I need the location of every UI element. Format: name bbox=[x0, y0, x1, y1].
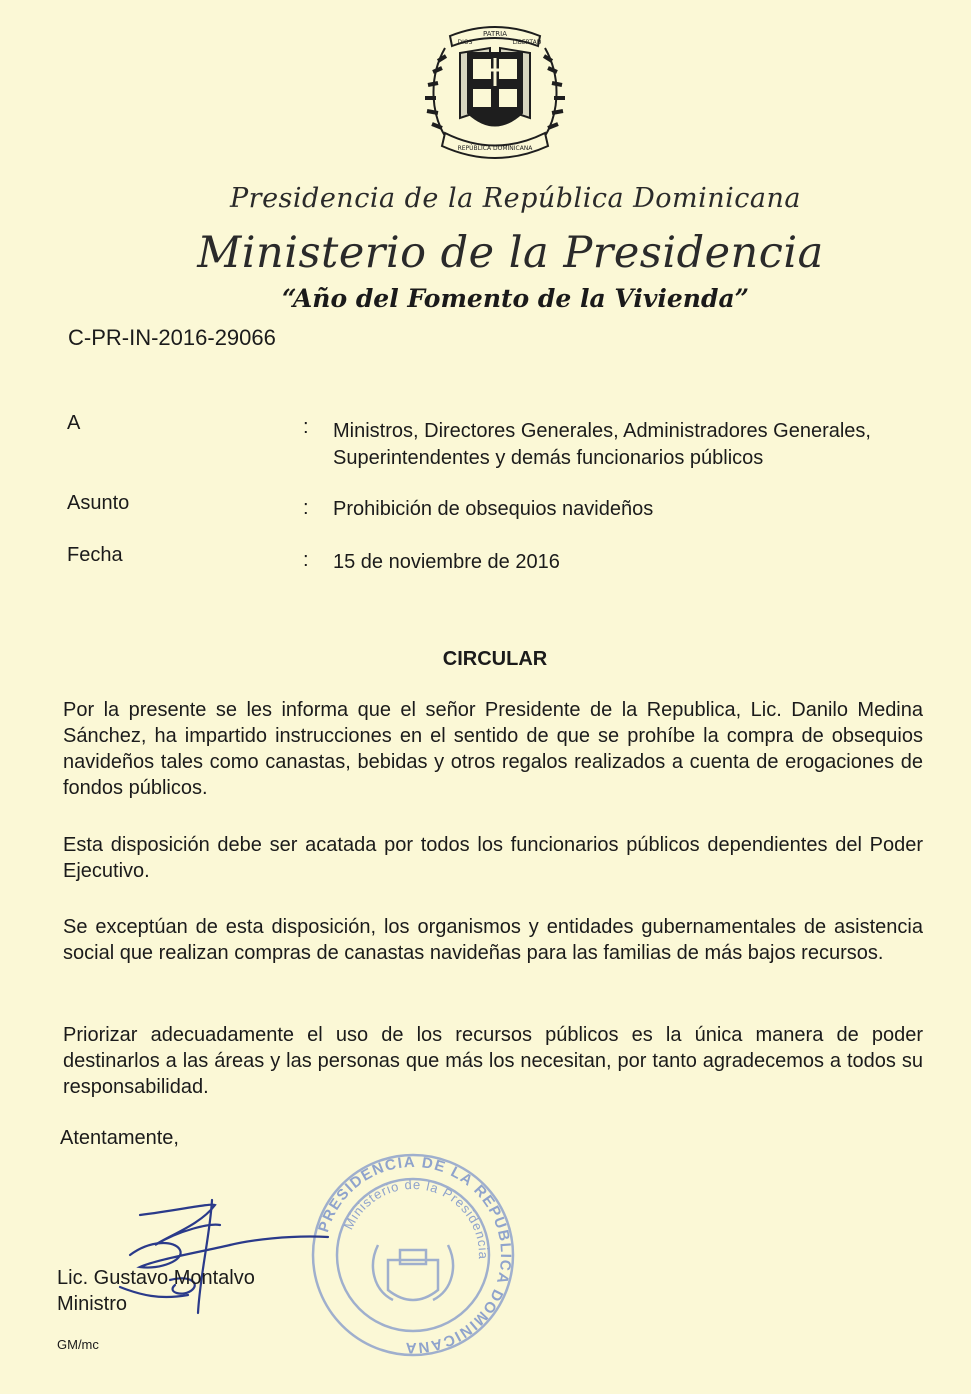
coat-of-arms-icon bbox=[420, 8, 570, 168]
body-paragraph-1: Por la presente se les informa que el señor Presidente de la Republica, Lic. Danilo Medina Sánchez, ha impartido instrucciones en el sentido de que se prohíbe la compra de obsequios navideños tales como canastas, bebidas y otros regalos realizados a cuenta de erogaciones de fondos públicos. bbox=[63, 699, 923, 799]
closing: Atentamente, bbox=[60, 1127, 179, 1149]
document-reference: C-PR-IN-2016-29066 bbox=[68, 325, 276, 350]
stamp-outer-text: PRESIDENCIA DE LA REPUBLICA DOMINICANA bbox=[315, 1153, 515, 1357]
crest-patria-text: PATRIA bbox=[482, 30, 508, 38]
official-seal-stamp bbox=[308, 1150, 518, 1360]
crest-libertad-text: LIBERTAD bbox=[512, 39, 542, 46]
date-value: 15 de noviembre de 2016 bbox=[333, 551, 560, 573]
letterhead-motto: “Año del Fomento de la Vivienda” bbox=[281, 284, 750, 313]
body-paragraph-2: Esta disposición debe ser acatada por todos los funcionarios públicos dependientes del Poder Ejecutivo. bbox=[63, 834, 923, 882]
to-line-2: Superintendentes y demás funcionarios públicos bbox=[333, 447, 764, 469]
to-label: A bbox=[67, 412, 81, 434]
stamp-inner-text: Ministerio de la Presidencia bbox=[340, 1176, 492, 1261]
document-title: CIRCULAR bbox=[442, 648, 548, 670]
to-line-1: Ministros, Directores Generales, Administradores Generales, bbox=[333, 420, 871, 442]
date-colon: : bbox=[303, 549, 309, 571]
subject-colon: : bbox=[303, 497, 309, 519]
subject-value: Prohibición de obsequios navideños bbox=[333, 498, 654, 520]
crest-republica-text: REPÚBLICA DOMINICANA bbox=[457, 145, 533, 152]
body-paragraph-3: Se exceptúan de esta disposición, los organismos y entidades gubernamentales de asistencia social que realizan compras de canastas navideñas para las familias de más bajos recursos. bbox=[63, 916, 923, 964]
crest-dios-text: DIOS bbox=[457, 39, 473, 46]
to-recipients bbox=[333, 418, 933, 472]
letterhead-ministerio: Ministerio de la Presidencia bbox=[197, 228, 824, 278]
signer-role: Ministro bbox=[57, 1293, 128, 1315]
date-label: Fecha bbox=[67, 544, 123, 566]
body-paragraph-4: Priorizar adecuadamente el uso de los recursos públicos es la única manera de poder destinarlos a las áreas y las personas que más los necesitan, por tanto agradecemos a todos su responsabilidad. bbox=[63, 1024, 923, 1098]
handwritten-signature bbox=[100, 1195, 330, 1325]
signer-name: Lic. Gustavo Montalvo bbox=[57, 1267, 255, 1289]
subject-label: Asunto bbox=[67, 492, 130, 514]
letterhead-presidencia: Presidencia de la República Dominicana bbox=[230, 183, 801, 214]
to-colon: : bbox=[303, 416, 309, 438]
reference-initials: GM/mc bbox=[57, 1337, 99, 1352]
